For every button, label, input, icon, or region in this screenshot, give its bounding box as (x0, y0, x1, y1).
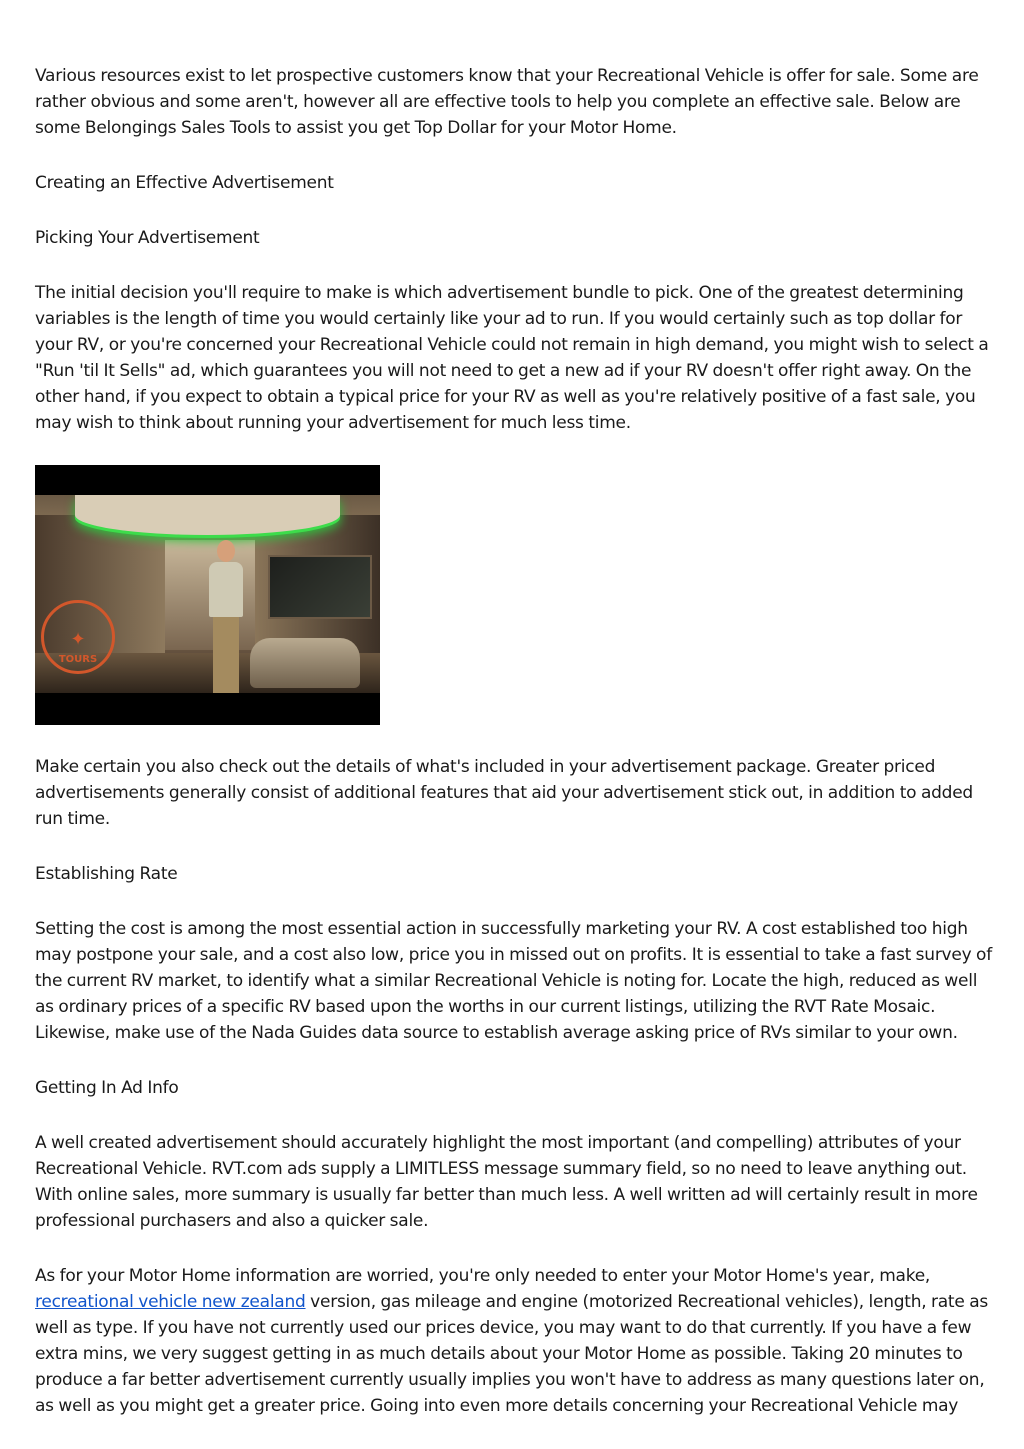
info-paragraph: A well created advertisement should accurately highlight the most important (and compelling) attributes of your Recreational Vehicle. RVT.com ads supply a LIMITLESS message summary field, so no need to leave anything out. With online sales, more summary is usually far better than much less. A well written ad will certainly result in more professional purchasers and also a quicker sale. (35, 1133, 978, 1231)
document-body (35, 63, 995, 1419)
recreational-vehicle-link[interactable]: recreational vehicle new zealand (35, 1292, 306, 1312)
presenter-pants (213, 617, 239, 693)
rv-interior-scene (35, 495, 380, 693)
heading-getting-in-ad-info: Getting In Ad Info (35, 1078, 179, 1098)
heading-establishing-rate: Establishing Rate (35, 864, 178, 884)
rv-interior-video-thumbnail (35, 465, 380, 725)
rate-paragraph: Setting the cost is among the most essential action in successfully marketing your RV. A cost established too high may postpone your sale, and a cost also low, price you in missed out on profits. It is essential to take a fast survey of the current RV market, to identify what a similar Recreational Vehicle is noting for. Locate the high, reduced as well as ordinary prices of a specific RV based upon the worths in our current listings, utilizing the RVT Rate Mosaic. Likewise, make use of the Nada Guides data source to establish average asking price of RVs similar to your own. (35, 919, 992, 1043)
motor-text-after: version, gas mileage and engine (motorized Recreational vehicles), length, rate as well as type. If you have not currently used our prices device, you may want to do that currently. If you have a few extra mins, we very suggest getting in as much details about your Motor Home as possible. Taking 20 minutes to produce a far better advertisement currently usually implies you won't have to address as many questions later on, as well as you might get a greater price. Going into even more details concerning your Recreational Vehicle may (35, 1292, 988, 1416)
scene-ceiling-led (75, 495, 340, 535)
motor-home-paragraph (35, 1263, 995, 1419)
presenter-shirt (209, 562, 243, 617)
presenter-figure (207, 540, 243, 693)
heading-picking-advertisement: Picking Your Advertisement (35, 228, 260, 248)
heading-creating-advertisement: Creating an Effective Advertisement (35, 173, 334, 193)
picking-paragraph: The initial decision you'll require to make is which advertisement bundle to pick. One of the greatest determining variables is the length of time you would certainly like your ad to run. If you would certainly such as top dollar for your RV, or you're concerned your Recreational Vehicle could not remain in high demand, you might wish to select a "Run 'til It Sells" ad, which guarantees you will not need to get a new ad if your RV doesn't offer right away. On the other hand, if you expect to obtain a typical price for your RV as well as you're relatively positive of a fast sale, you may wish to think about running your advertisement for much less time. (35, 283, 989, 433)
scene-sofa (250, 638, 360, 688)
tours-logo-seal (41, 600, 115, 674)
compass-star-icon: ✦ (70, 629, 86, 650)
logo-text: TOURS (58, 654, 98, 665)
motor-text-before: As for your Motor Home information are worried, you're only needed to enter your Motor Home's year, make, (35, 1266, 931, 1286)
package-paragraph: Make certain you also check out the details of what's included in your advertisement package. Greater priced advertisements generally consist of additional features that aid your advertisement stick out, in addition to added run time. (35, 757, 973, 829)
scene-window (268, 555, 372, 619)
intro-paragraph: Various resources exist to let prospective customers know that your Recreational Vehicle is offer for sale. Some are rather obvious and some aren't, however all are effective tools to help you complete an effective sale. Below are some Belongings Sales Tools to assist you get Top Dollar for your Motor Home. (35, 66, 979, 138)
presenter-head (217, 540, 235, 562)
